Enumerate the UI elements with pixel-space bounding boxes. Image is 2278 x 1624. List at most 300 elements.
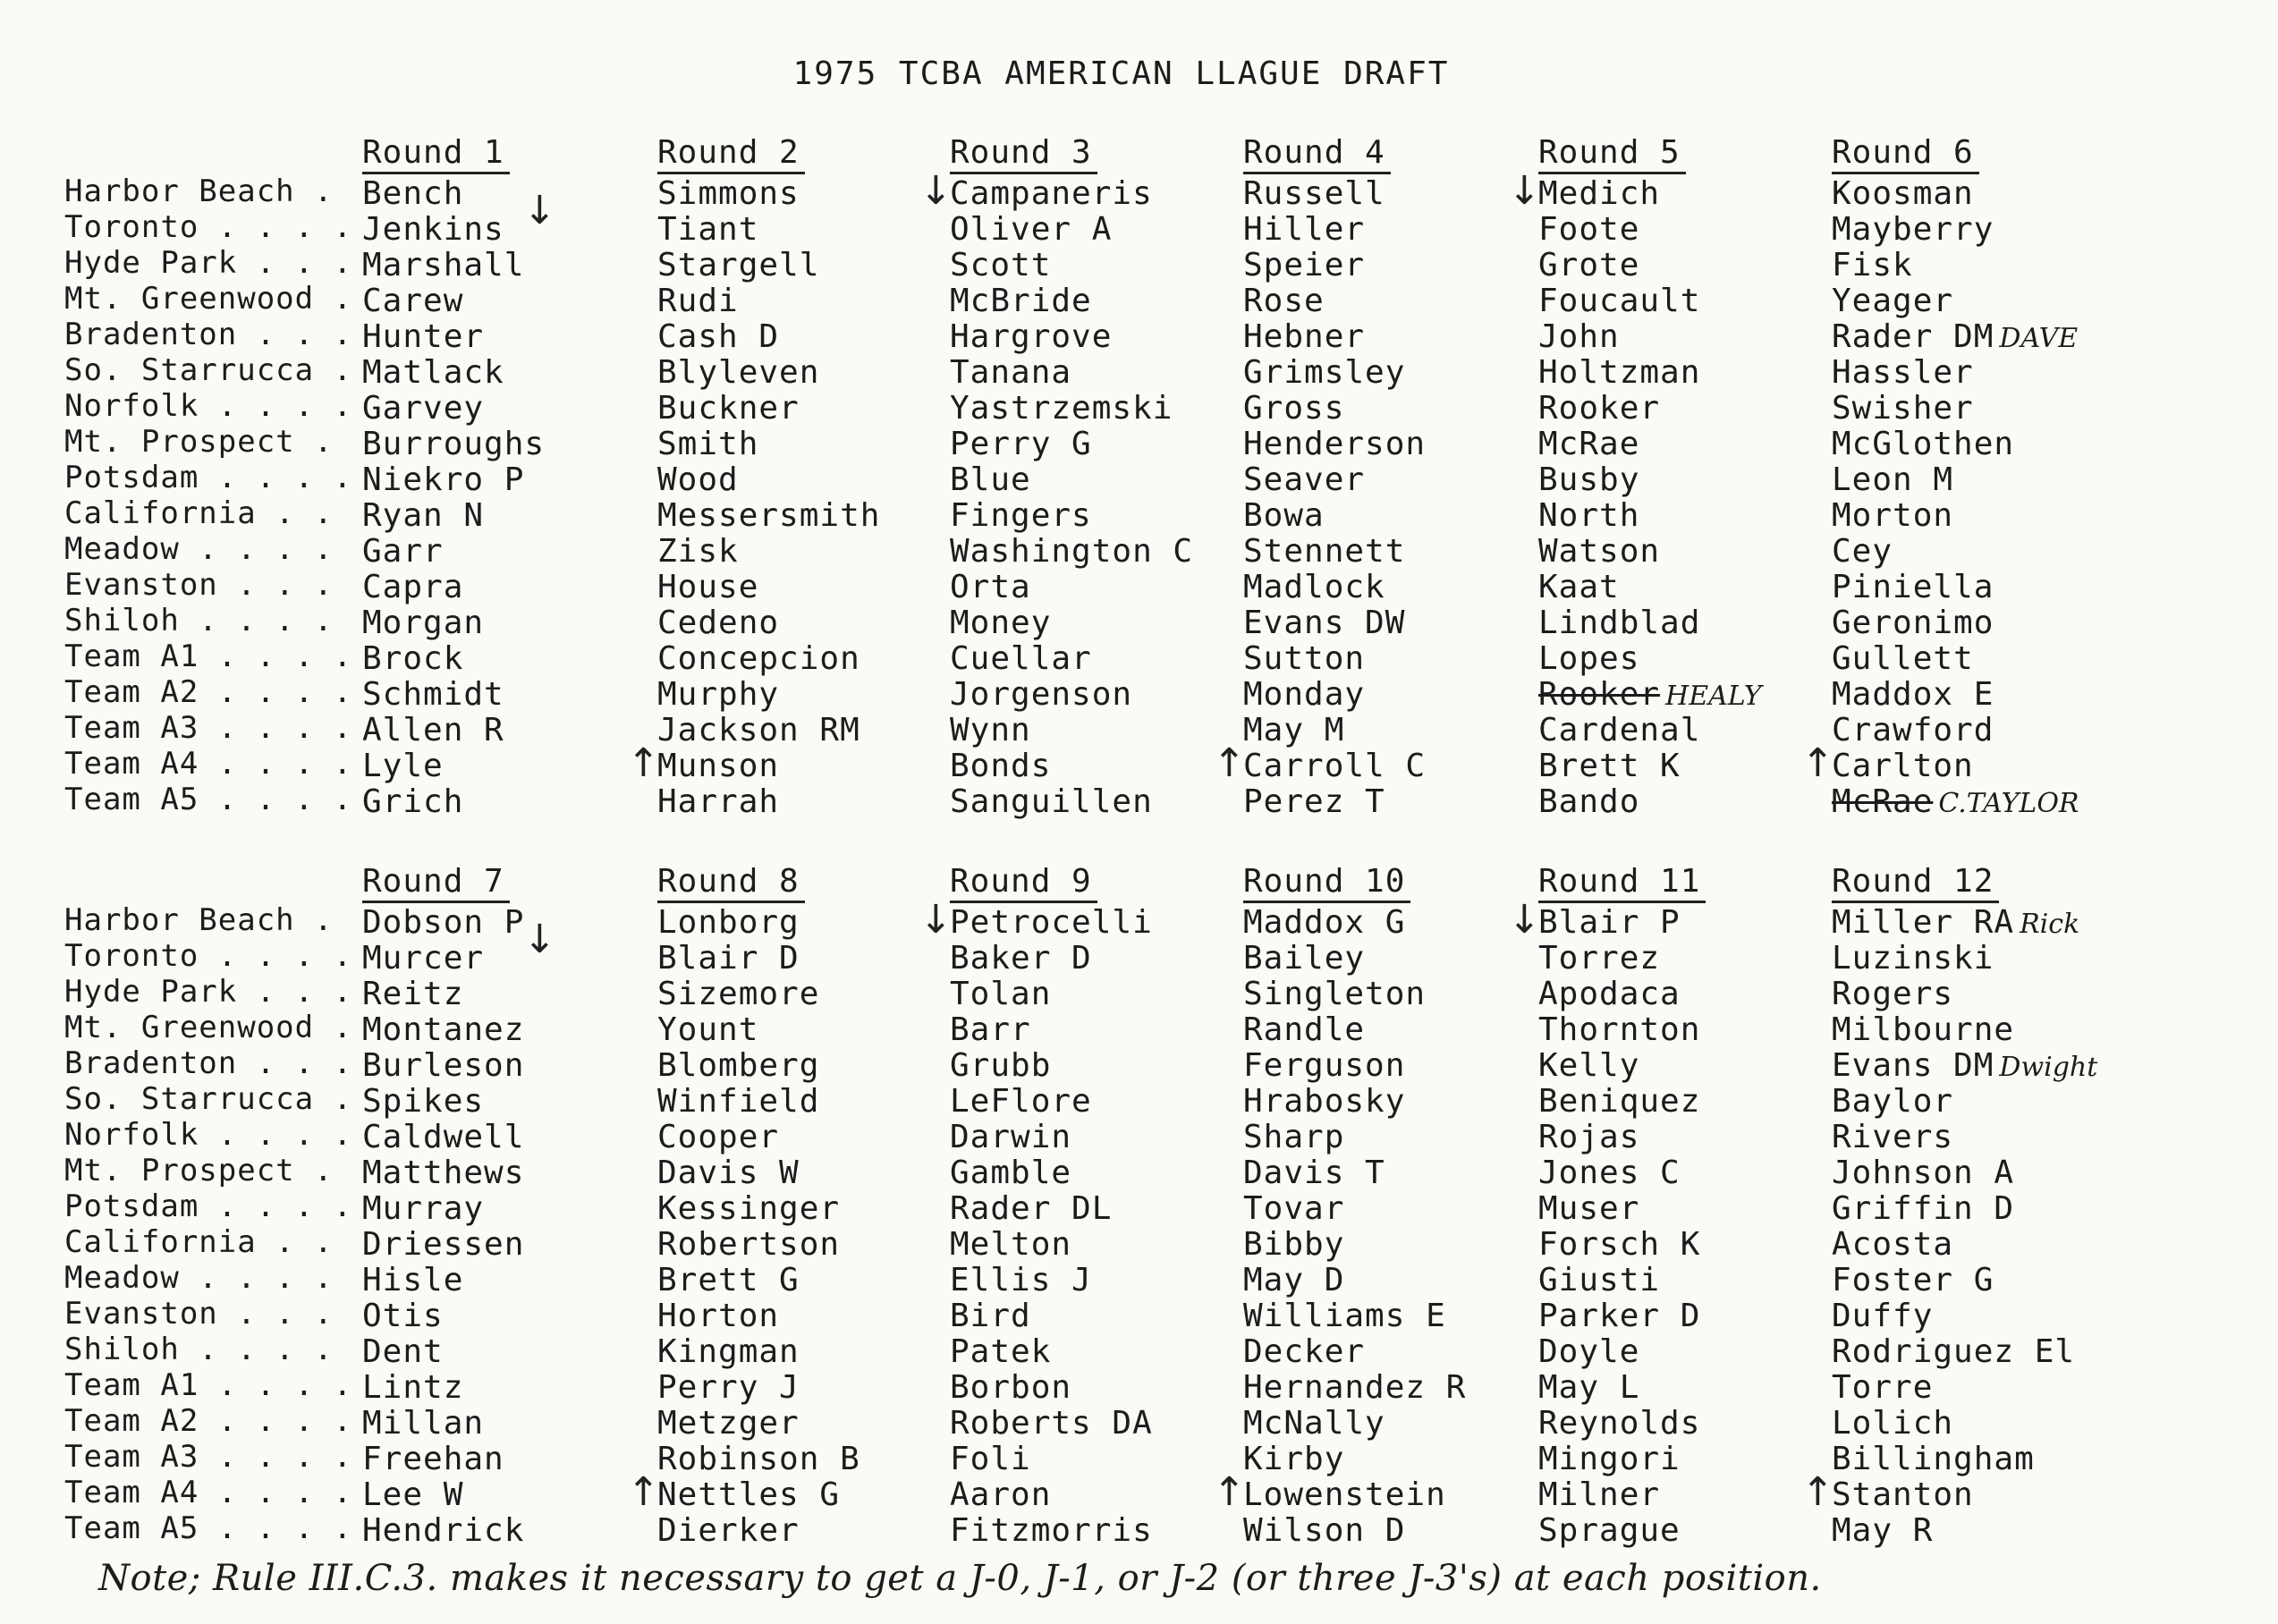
- round-column: [362, 134, 648, 820]
- pick-row: [657, 248, 944, 283]
- pick-row: [657, 749, 944, 784]
- pick-row: [1832, 941, 2118, 977]
- arrow-up-icon: ↑: [1213, 1469, 1247, 1515]
- pick-row: [950, 498, 1236, 534]
- player-name: Driessen: [362, 1226, 525, 1263]
- arrow-up-icon: ↑: [627, 1469, 661, 1515]
- player-name: Cuellar: [950, 640, 1092, 677]
- pick-row: [1538, 355, 1825, 391]
- pick-row: [1538, 212, 1825, 248]
- player-name: Blue: [950, 461, 1031, 498]
- player-name: Gullett: [1832, 640, 1974, 677]
- pick-row: [1832, 1406, 2118, 1442]
- round-column: [627, 134, 944, 820]
- player-name: Yastrzemski: [950, 390, 1173, 427]
- pick-row: [1538, 570, 1825, 605]
- pick-row: [1832, 1298, 2118, 1334]
- pick-row: [1538, 462, 1825, 498]
- player-name: Johnson A: [1832, 1155, 2015, 1191]
- pick-row: [1243, 905, 1529, 941]
- pick-list: [1538, 176, 1825, 820]
- player-name: Kingman: [657, 1333, 800, 1370]
- pick-row: [1538, 1120, 1825, 1155]
- pick-row: [362, 1334, 648, 1370]
- pick-row: [950, 1048, 1236, 1084]
- team-name: Hyde Park . . .: [64, 974, 360, 1010]
- player-name: Smith: [657, 426, 759, 462]
- pick-row: [362, 1442, 648, 1477]
- player-name: Yount: [657, 1011, 759, 1048]
- team-name: Norfolk . . .: [64, 1117, 360, 1153]
- player-name: Perry J: [657, 1369, 800, 1406]
- player-name: Jackson RM: [657, 712, 860, 749]
- handwritten-annotation: C.TAYLOR: [1938, 788, 2079, 819]
- player-name: Crawford: [1832, 712, 1994, 749]
- pick-row: [657, 570, 944, 605]
- pick-row: [1538, 1155, 1825, 1191]
- team-name: Team A4 . . .: [64, 746, 360, 782]
- pick-row: [950, 641, 1236, 677]
- pick-row: [362, 391, 648, 427]
- player-name: Sizemore: [657, 976, 820, 1012]
- pick-row: [362, 1370, 648, 1406]
- player-name: Stanton: [1832, 1476, 1974, 1513]
- player-name: Cooper: [657, 1119, 780, 1155]
- pick-row: [1538, 1263, 1825, 1298]
- pick-row: [1538, 1370, 1825, 1406]
- pick-row: [362, 212, 648, 248]
- pick-row: [1538, 319, 1825, 355]
- player-name: Randle: [1243, 1011, 1366, 1048]
- pick-row: [950, 1263, 1236, 1298]
- pick-list: [950, 176, 1236, 820]
- player-name: Metzger: [657, 1405, 800, 1442]
- player-name: Sharp: [1243, 1119, 1345, 1155]
- handwritten-annotation: Rick: [2020, 909, 2080, 940]
- pick-row: [362, 1477, 648, 1513]
- pick-list: [1538, 905, 1825, 1549]
- player-name: Orta: [950, 569, 1031, 605]
- pick-row: [1832, 1263, 2118, 1298]
- team-name: Team A2 . . .: [64, 674, 360, 710]
- player-name: Grubb: [950, 1047, 1052, 1084]
- player-name: Monday: [1243, 676, 1366, 713]
- pick-row: [1538, 1084, 1825, 1120]
- team-row: [64, 782, 360, 817]
- pick-row: [1538, 1442, 1825, 1477]
- player-name: Beniquez: [1538, 1083, 1701, 1120]
- pick-row: [1243, 977, 1529, 1012]
- player-name: Montanez: [362, 1011, 525, 1048]
- team-row: [64, 1439, 360, 1475]
- player-name: Russell: [1243, 175, 1385, 212]
- player-name: Melton: [950, 1226, 1072, 1263]
- player-name: Schmidt: [362, 676, 504, 713]
- player-name: Luzinski: [1832, 940, 1994, 977]
- player-name: Mayberry: [1832, 211, 1994, 248]
- pick-row: [1538, 677, 1825, 713]
- pick-row: [950, 1442, 1236, 1477]
- player-name: Milbourne: [1832, 1011, 2015, 1048]
- pick-row: [657, 462, 944, 498]
- player-name: Brock: [362, 640, 464, 677]
- pick-row: [950, 941, 1236, 977]
- team-name: Evanston . . .: [64, 567, 360, 603]
- pick-row: [1832, 1513, 2118, 1549]
- team-row: [64, 1510, 360, 1546]
- pick-row: [1538, 1048, 1825, 1084]
- pick-row: [1538, 1298, 1825, 1334]
- team-list: [64, 173, 360, 817]
- player-name: Blair D: [657, 940, 800, 977]
- pick-row: [1538, 427, 1825, 462]
- pick-row: [1832, 1084, 2118, 1120]
- pick-row: [1243, 1513, 1529, 1549]
- pick-row: [657, 641, 944, 677]
- pick-row: [1832, 977, 2118, 1012]
- player-name: Maddox E: [1832, 676, 1994, 713]
- pick-row: [362, 1120, 648, 1155]
- pick-row: [1243, 1263, 1529, 1298]
- player-name: Sutton: [1243, 640, 1366, 677]
- player-name: Lyle: [362, 748, 444, 784]
- player-name: Hernandez R: [1243, 1369, 1467, 1406]
- pick-row: [657, 1191, 944, 1227]
- player-name: Grimsley: [1243, 354, 1406, 391]
- player-name: Rivers: [1832, 1119, 1954, 1155]
- player-name: Jenkins: [362, 211, 504, 248]
- pick-row: [950, 784, 1236, 820]
- pick-list: [1832, 905, 2118, 1549]
- pick-row: [1243, 1477, 1529, 1513]
- pick-row: [1538, 1477, 1825, 1513]
- player-name: Jorgenson: [950, 676, 1133, 713]
- team-row: [64, 1153, 360, 1188]
- player-name: Sprague: [1538, 1512, 1681, 1549]
- player-name: Bench: [362, 175, 464, 212]
- team-row: [64, 209, 360, 245]
- pick-row: [1832, 1334, 2118, 1370]
- pick-row: [1832, 319, 2118, 355]
- pick-row: [950, 905, 1236, 941]
- player-name: McRae: [1538, 426, 1640, 462]
- player-name: Duffy: [1832, 1298, 1934, 1334]
- player-name: Leon M: [1832, 461, 1954, 498]
- player-name: Blair P: [1538, 904, 1681, 941]
- pick-row: [1243, 784, 1529, 820]
- arrow-up-icon: ↑: [1801, 740, 1835, 786]
- player-name: Fisk: [1832, 247, 1913, 283]
- pick-row: [1243, 1120, 1529, 1155]
- pick-row: [362, 641, 648, 677]
- pick-row: [1243, 462, 1529, 498]
- pick-row: [657, 677, 944, 713]
- player-name: Cardenal: [1538, 712, 1701, 749]
- pick-row: [1832, 391, 2118, 427]
- pick-row: [1538, 1406, 1825, 1442]
- pick-row: [950, 1513, 1236, 1549]
- pick-row: [950, 212, 1236, 248]
- team-row: [64, 1224, 360, 1260]
- team-name: Team A1 . . .: [64, 639, 360, 674]
- pick-row: [1538, 713, 1825, 749]
- team-row: [64, 1188, 360, 1224]
- pick-row: [362, 905, 648, 941]
- pick-row: [1538, 641, 1825, 677]
- team-name: Mt. Greenwood . . .: [64, 1010, 360, 1045]
- pick-row: [950, 677, 1236, 713]
- player-name: May L: [1538, 1369, 1640, 1406]
- pick-row: [950, 248, 1236, 283]
- pick-list: [362, 176, 648, 820]
- pick-row: [950, 1155, 1236, 1191]
- player-name: Baylor: [1832, 1083, 1954, 1120]
- team-name: Team A4 . . .: [64, 1475, 360, 1510]
- pick-row: [362, 1084, 648, 1120]
- player-name: Harrah: [657, 783, 780, 820]
- player-name: Mingori: [1538, 1441, 1681, 1477]
- player-name: Rudi: [657, 283, 739, 319]
- player-name: Horton: [657, 1298, 780, 1334]
- pick-row: [1243, 1406, 1529, 1442]
- team-row: [64, 281, 360, 317]
- pick-row: [1832, 534, 2118, 570]
- player-name: Billingham: [1832, 1441, 2035, 1477]
- player-name: Matthews: [362, 1155, 525, 1191]
- player-name: Gross: [1243, 390, 1345, 427]
- team-row: [64, 424, 360, 460]
- player-name: Wilson D: [1243, 1512, 1406, 1549]
- pick-row: [950, 427, 1236, 462]
- player-name: Niekro P: [362, 461, 525, 498]
- pick-row: [1243, 212, 1529, 248]
- player-name: Tolan: [950, 976, 1052, 1012]
- pick-row: [1243, 1084, 1529, 1120]
- round-header: Round 7: [362, 863, 510, 903]
- pick-row: [657, 212, 944, 248]
- player-name: Jones C: [1538, 1155, 1681, 1191]
- handwritten-annotation: DAVE: [1999, 323, 2079, 354]
- player-name: Davis W: [657, 1155, 800, 1191]
- team-name: Team A3 . . .: [64, 1439, 360, 1475]
- player-name: Maddox G: [1243, 904, 1406, 941]
- player-name: Bowa: [1243, 497, 1325, 534]
- pick-row: [362, 605, 648, 641]
- pick-row: [1832, 1477, 2118, 1513]
- player-name: Buckner: [657, 390, 800, 427]
- player-name: Foote: [1538, 211, 1640, 248]
- pick-row: [1538, 605, 1825, 641]
- team-row: [64, 902, 360, 938]
- pick-row: [362, 977, 648, 1012]
- player-name: Robinson B: [657, 1441, 860, 1477]
- pick-row: [950, 605, 1236, 641]
- pick-row: [1832, 355, 2118, 391]
- pick-row: [657, 319, 944, 355]
- pick-row: [1538, 283, 1825, 319]
- player-name: Zisk: [657, 533, 739, 570]
- pick-row: [657, 1477, 944, 1513]
- pick-row: [657, 391, 944, 427]
- player-name: Madlock: [1243, 569, 1385, 605]
- player-name: Lindblad: [1538, 605, 1701, 641]
- arrow-down-icon: ↓: [1508, 168, 1542, 214]
- pick-row: [1243, 1191, 1529, 1227]
- pick-row: [1832, 176, 2118, 212]
- player-name: Williams E: [1243, 1298, 1446, 1334]
- team-row: [64, 531, 360, 567]
- pick-row: [657, 905, 944, 941]
- pick-row: [1832, 498, 2118, 534]
- player-name: Lonborg: [657, 904, 800, 941]
- player-name: Miller RA: [1832, 904, 2015, 941]
- pick-row: [1243, 941, 1529, 977]
- player-name: Grich: [362, 783, 464, 820]
- player-name: Giusti: [1538, 1262, 1661, 1298]
- team-name: Bradenton . . .: [64, 1045, 360, 1081]
- pick-row: [1243, 1334, 1529, 1370]
- player-name: Allen R: [362, 712, 504, 749]
- player-name: McBride: [950, 283, 1092, 319]
- player-name: Munson: [657, 748, 780, 784]
- player-name: Fingers: [950, 497, 1092, 534]
- player-name: Lee W: [362, 1476, 464, 1513]
- team-name: Harbor Beach . . .: [64, 173, 360, 209]
- pick-row: [362, 534, 648, 570]
- team-row: [64, 388, 360, 424]
- player-name: Millan: [362, 1405, 485, 1442]
- pick-row: [362, 427, 648, 462]
- pick-row: [362, 784, 648, 820]
- pick-row: [1832, 677, 2118, 713]
- pick-row: [362, 1227, 648, 1263]
- player-name: Foster G: [1832, 1262, 1994, 1298]
- team-row: [64, 974, 360, 1010]
- player-name: Singleton: [1243, 976, 1427, 1012]
- player-name: Perry G: [950, 426, 1092, 462]
- pick-list: [1832, 176, 2118, 820]
- pick-row: [362, 570, 648, 605]
- team-row: [64, 674, 360, 710]
- player-name: Davis T: [1243, 1155, 1385, 1191]
- player-name: Piniella: [1832, 569, 1994, 605]
- player-name: Kelly: [1538, 1047, 1640, 1084]
- player-name: Milner: [1538, 1476, 1661, 1513]
- player-name: Hebner: [1243, 318, 1366, 355]
- pick-row: [1538, 905, 1825, 941]
- pick-row: [950, 1012, 1236, 1048]
- arrow-up-icon: ↑: [1213, 740, 1247, 786]
- pick-row: [362, 1048, 648, 1084]
- pick-row: [950, 1370, 1236, 1406]
- player-name: Garr: [362, 533, 444, 570]
- player-name: Geronimo: [1832, 605, 1994, 641]
- player-name: Capra: [362, 569, 464, 605]
- player-name: May D: [1243, 1262, 1345, 1298]
- team-row: [64, 603, 360, 639]
- pick-row: [362, 1155, 648, 1191]
- arrow-down-icon: ↓: [1508, 897, 1542, 943]
- pick-row: [362, 713, 648, 749]
- player-name: Bonds: [950, 748, 1052, 784]
- round-header: Round 10: [1243, 863, 1410, 903]
- pick-row: [950, 391, 1236, 427]
- pick-row: [657, 941, 944, 977]
- arrow-down-icon: ↓: [523, 917, 557, 962]
- pick-row: [1538, 1191, 1825, 1227]
- pick-row: [1832, 1048, 2118, 1084]
- pick-row: [1243, 713, 1529, 749]
- team-name: Meadow . . .: [64, 1260, 360, 1296]
- team-name: So. Starrucca . . .: [64, 352, 360, 388]
- round-column: [919, 134, 1236, 820]
- player-name: Reynolds: [1538, 1405, 1701, 1442]
- player-name: Hiller: [1243, 211, 1366, 248]
- player-name: Tovar: [1243, 1190, 1345, 1227]
- team-name: Team A3 . . .: [64, 710, 360, 746]
- player-name: Rose: [1243, 283, 1325, 319]
- pick-row: [1832, 1191, 2118, 1227]
- player-name: Nettles G: [657, 1476, 841, 1513]
- player-name: Thornton: [1538, 1011, 1701, 1048]
- player-name: Lowenstein: [1243, 1476, 1446, 1513]
- player-name: Fitzmorris: [950, 1512, 1153, 1549]
- handwritten-annotation: Dwight: [1999, 1052, 2098, 1083]
- team-name: Hyde Park . . .: [64, 245, 360, 281]
- player-name: Muser: [1538, 1190, 1640, 1227]
- team-row: [64, 317, 360, 352]
- player-name: Garvey: [362, 390, 485, 427]
- player-name: Roberts DA: [950, 1405, 1153, 1442]
- pick-row: [1832, 462, 2118, 498]
- team-name: Meadow . . .: [64, 531, 360, 567]
- team-name: Harbor Beach . . .: [64, 902, 360, 938]
- player-name: Marshall: [362, 247, 525, 283]
- pick-row: [1538, 977, 1825, 1012]
- team-name: Team A2 . . .: [64, 1403, 360, 1439]
- team-row: [64, 1367, 360, 1403]
- player-name: McGlothen: [1832, 426, 2015, 462]
- pick-row: [657, 1012, 944, 1048]
- player-name: John: [1538, 318, 1620, 355]
- player-name: Gamble: [950, 1155, 1072, 1191]
- player-name: Morgan: [362, 605, 485, 641]
- pick-row: [1538, 498, 1825, 534]
- pick-row: [362, 749, 648, 784]
- pick-row: [1538, 1334, 1825, 1370]
- arrow-up-icon: ↑: [1801, 1469, 1835, 1515]
- player-name: Torre: [1832, 1369, 1934, 1406]
- pick-row: [1243, 570, 1529, 605]
- player-name: Brett G: [657, 1262, 800, 1298]
- round-header: Round 3: [950, 134, 1097, 174]
- player-name: Hrabosky: [1243, 1083, 1406, 1120]
- pick-row: [1832, 1012, 2118, 1048]
- team-row: [64, 245, 360, 281]
- pick-row: [657, 427, 944, 462]
- arrow-up-icon: ↑: [627, 740, 661, 786]
- pick-row: [1538, 1513, 1825, 1549]
- player-name: Spikes: [362, 1083, 485, 1120]
- player-name: Freehan: [362, 1441, 504, 1477]
- round-column: [1801, 134, 2118, 820]
- pick-row: [1832, 212, 2118, 248]
- team-name: Shiloh . . .: [64, 1332, 360, 1367]
- pick-row: [1832, 570, 2118, 605]
- pick-list: [362, 905, 648, 1549]
- team-row: [64, 1403, 360, 1439]
- pick-row: [950, 176, 1236, 212]
